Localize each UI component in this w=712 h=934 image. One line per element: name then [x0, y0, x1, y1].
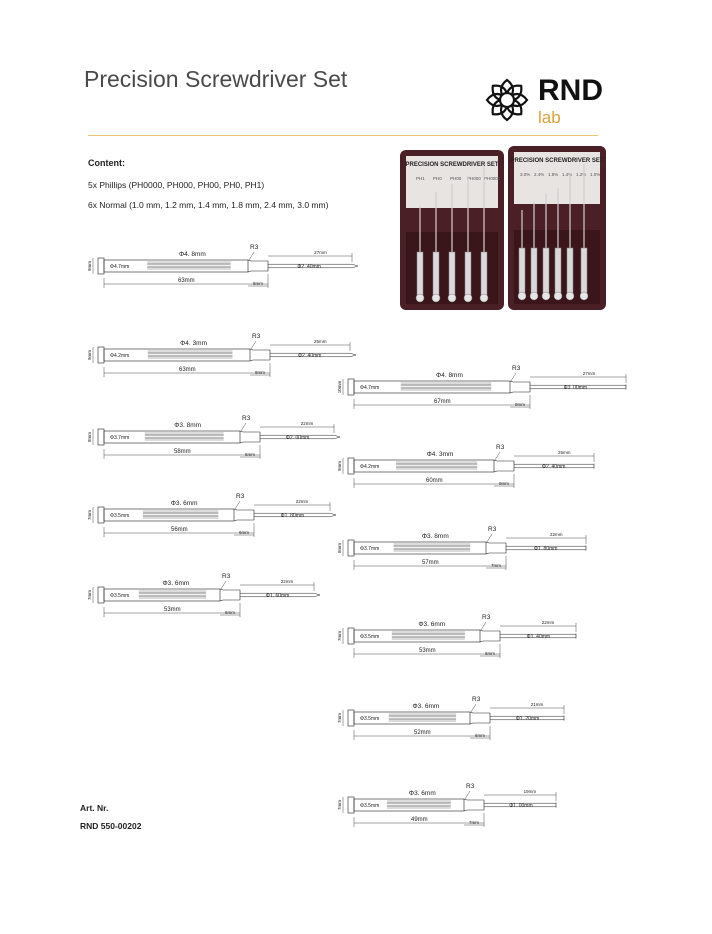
- head-height-label: 8mm: [87, 432, 92, 442]
- photo-screwdriver-cap: [554, 292, 562, 300]
- handle-diameter-label: Φ3. 8mm: [421, 533, 449, 540]
- head-height-label: 7mm: [337, 631, 342, 641]
- grip-diameter-label: Φ4.7mm: [110, 264, 130, 270]
- screwdriver-drawing: [337, 365, 626, 409]
- neck-length-label: 8mm: [253, 281, 263, 286]
- photo-left-label: PRECISION SCREWDRIVER SET: [405, 162, 499, 168]
- head-height-label: 7mm: [87, 510, 92, 520]
- photo-right-label: PRECISION SCREWDRIVER SET: [510, 158, 604, 164]
- drawing-collar: [240, 431, 260, 443]
- photo-screwdriver-handle: [567, 248, 573, 294]
- photo-size-label: 1.2%: [576, 172, 587, 177]
- neck-length-label: 7mm: [469, 820, 479, 825]
- screwdriver-drawing: [87, 244, 358, 288]
- grip-diameter-label: Φ3.5mm: [110, 593, 130, 599]
- drawing-handle: [354, 460, 494, 472]
- grip-diameter-label: Φ3.7mm: [360, 546, 380, 552]
- tip-diameter-label: Φ3. 00mm: [563, 385, 588, 392]
- tip-diameter-label: Φ1. 20mm: [515, 716, 540, 723]
- photo-screwdriver-handle: [555, 248, 561, 294]
- photo-screwdriver-cap: [518, 292, 526, 300]
- photo-screwdriver-handle: [481, 252, 487, 296]
- radius-label: R3: [222, 573, 231, 580]
- drawing-handle: [104, 589, 220, 601]
- photo-screwdriver-handle: [449, 252, 455, 296]
- radius-label: R3: [466, 783, 475, 790]
- photo-screwdriver-handle: [543, 248, 549, 294]
- leader-line: [471, 704, 476, 712]
- photo-size-label: PH00: [450, 176, 462, 181]
- overall-length-label: 57mm: [422, 560, 439, 566]
- drawing-collar: [250, 349, 270, 361]
- photo-screwdriver-cap: [464, 294, 472, 302]
- neck-length-label: 6mm: [245, 452, 255, 457]
- tip-length-label: 19mm: [523, 789, 537, 794]
- overall-length-label: 60mm: [426, 478, 443, 484]
- overall-length-label: 67mm: [434, 399, 451, 405]
- head-height-label: 10mm: [337, 380, 342, 394]
- phillips-tip: [334, 435, 340, 439]
- radius-label: R3: [250, 244, 259, 251]
- photo-size-label: 1.0%: [590, 172, 601, 177]
- grip-diameter-label: Φ3.7mm: [110, 435, 130, 441]
- drawing-collar: [248, 260, 268, 272]
- drawing-collar: [220, 589, 240, 601]
- tip-length-label: 25mm: [558, 450, 571, 455]
- radius-label: R3: [472, 696, 481, 703]
- tip-length-label: 21mm: [530, 702, 544, 707]
- neck-length-label: 7mm: [491, 563, 501, 568]
- photo-size-label: 3.0%: [520, 172, 531, 177]
- screwdriver-drawing: [87, 573, 320, 617]
- photo-screwdriver-handle: [581, 248, 587, 294]
- drawing-collar: [486, 542, 506, 554]
- product-photo: [398, 144, 608, 314]
- photo-size-label: PH0: [433, 176, 442, 181]
- photo-screwdriver-cap: [480, 294, 488, 302]
- drawing-head: [98, 429, 104, 445]
- handle-diameter-label: Φ4. 3mm: [180, 340, 207, 347]
- leader-line: [249, 252, 254, 260]
- leader-line: [221, 581, 226, 589]
- leader-line: [511, 373, 516, 381]
- radius-label: R3: [242, 415, 251, 422]
- photo-screwdriver-cap: [432, 294, 440, 302]
- overall-length-label: 49mm: [411, 817, 428, 823]
- photo-screwdriver-cap: [530, 292, 538, 300]
- overall-length-label: 63mm: [178, 278, 195, 284]
- drawing-handle: [354, 799, 464, 811]
- overall-length-label: 53mm: [419, 648, 436, 654]
- grip-diameter-label: Φ4.7mm: [360, 385, 380, 391]
- phillips-tip: [352, 264, 358, 268]
- drawing-collar: [470, 712, 490, 724]
- photo-size-label: 1.4%: [562, 172, 573, 177]
- photo-screwdriver-handle: [417, 252, 423, 296]
- neck-length-label: 6mm: [475, 733, 485, 738]
- photo-screwdriver-cap: [580, 292, 588, 300]
- tip-diameter-label: Φ2. 40mm: [297, 264, 321, 271]
- leader-line: [465, 791, 470, 799]
- phillips-tip: [314, 593, 320, 597]
- screwdriver-drawing: [87, 415, 340, 459]
- screwdriver-drawing: [337, 526, 586, 570]
- overall-length-label: 63mm: [179, 367, 196, 373]
- radius-label: R3: [482, 614, 491, 621]
- overall-length-label: 58mm: [174, 449, 191, 455]
- drawing-handle: [354, 381, 510, 393]
- neck-length-label: 8mm: [255, 370, 265, 375]
- photo-size-label: PH1: [416, 176, 425, 181]
- tip-diameter-label: Φ1. 80mm: [534, 546, 558, 553]
- tip-length-label: 22mm: [280, 579, 294, 584]
- tip-diameter-label: Φ1. 40mm: [526, 634, 551, 641]
- drawing-collar: [494, 460, 514, 472]
- photo-screwdriver-handle: [519, 248, 525, 294]
- head-height-label: 7mm: [87, 590, 92, 600]
- content-normal-line: 6x Normal (1.0 mm, 1.2 mm, 1.4 mm, 1.8 mm, 2.4 mm, 3.0 mm): [88, 200, 329, 210]
- drawing-collar: [464, 799, 484, 811]
- phillips-tip: [350, 353, 356, 357]
- photo-screwdriver-handle: [433, 252, 439, 296]
- photo-size-label: 2.4%: [534, 172, 545, 177]
- tip-diameter-label: Φ2. 40mm: [298, 353, 322, 360]
- radius-label: R3: [512, 365, 521, 372]
- head-height-label: 8mm: [337, 543, 342, 553]
- leader-line: [481, 622, 486, 630]
- tip-length-label: 27mm: [314, 250, 327, 255]
- article-number-label: Art. Nr.: [80, 803, 109, 813]
- overall-length-label: 53mm: [164, 607, 181, 613]
- handle-diameter-label: Φ3. 6mm: [408, 790, 436, 797]
- photo-screwdriver-handle: [465, 252, 471, 296]
- handle-diameter-label: Φ3. 6mm: [162, 580, 190, 587]
- drawing-collar: [480, 630, 500, 642]
- tip-length-label: 22mm: [295, 499, 309, 504]
- drawing-head: [98, 507, 104, 523]
- neck-length-label: 6mm: [225, 610, 235, 615]
- grip-diameter-label: Φ3.5mm: [360, 803, 380, 809]
- leader-line: [495, 452, 500, 460]
- drawing-handle: [104, 260, 248, 272]
- screwdriver-drawing: [87, 493, 336, 537]
- radius-label: R3: [488, 526, 497, 533]
- drawing-head: [98, 587, 104, 603]
- tip-length-label: 27mm: [582, 371, 596, 376]
- leader-line: [241, 423, 246, 431]
- tip-diameter-label: Φ2. 40mm: [542, 464, 566, 471]
- handle-diameter-label: Φ3. 6mm: [412, 703, 440, 710]
- drawing-head: [348, 458, 354, 474]
- radius-label: R3: [252, 333, 261, 340]
- neck-length-label: 9mm: [499, 481, 509, 486]
- drawing-handle: [354, 712, 470, 724]
- handle-diameter-label: Φ3. 6mm: [170, 500, 198, 507]
- photo-size-label: PH000: [467, 176, 481, 181]
- drawing-handle: [354, 542, 486, 554]
- grip-diameter-label: Φ3.5mm: [110, 513, 130, 519]
- drawing-head: [348, 379, 354, 395]
- screwdriver-drawing: [337, 444, 594, 488]
- drawing-handle: [104, 509, 234, 521]
- tip-length-label: 22mm: [550, 532, 563, 537]
- tip-length-label: 22mm: [300, 421, 314, 426]
- handle-diameter-label: Φ3. 6mm: [418, 621, 446, 628]
- drawing-handle: [104, 349, 250, 361]
- drawing-handle: [354, 630, 480, 642]
- head-height-label: 9mm: [87, 261, 92, 271]
- drawing-collar: [234, 509, 254, 521]
- neck-length-label: 6mm: [239, 530, 249, 535]
- screwdriver-drawing: [337, 614, 576, 658]
- leader-line: [235, 501, 240, 509]
- head-height-label: 7mm: [337, 713, 342, 723]
- logo-subtext: lab: [538, 108, 561, 127]
- radius-label: R3: [236, 493, 245, 500]
- handle-diameter-label: Φ4. 8mm: [178, 251, 206, 258]
- head-height-label: 7mm: [337, 800, 342, 810]
- photo-size-label: PH0000: [484, 176, 501, 181]
- grip-diameter-label: Φ4.2mm: [360, 464, 380, 470]
- tip-diameter-label: Φ1. 60mm: [265, 593, 290, 600]
- photo-size-label: 1.8%: [548, 172, 559, 177]
- photo-screwdriver-cap: [542, 292, 550, 300]
- tip-length-label: 25mm: [314, 339, 327, 344]
- photo-screwdriver-cap: [566, 292, 574, 300]
- leader-line: [251, 341, 256, 349]
- header-divider: [88, 135, 598, 136]
- drawing-handle: [104, 431, 240, 443]
- tip-diameter-label: Φ1. 00mm: [509, 803, 533, 810]
- drawing-head: [98, 347, 104, 363]
- photo-screwdriver-cap: [416, 294, 424, 302]
- grip-diameter-label: Φ4.2mm: [110, 353, 130, 359]
- photo-screwdriver-handle: [531, 248, 537, 294]
- neck-length-label: 6mm: [485, 651, 495, 656]
- radius-label: R3: [496, 444, 505, 451]
- drawing-head: [98, 258, 104, 274]
- handle-diameter-label: Φ4. 8mm: [436, 372, 463, 379]
- head-height-label: 9mm: [87, 350, 92, 360]
- photo-screwdriver-cap: [448, 294, 456, 302]
- drawing-head: [348, 797, 354, 813]
- content-phillips-line: 5x Phillips (PH0000, PH000, PH00, PH0, PH1): [88, 180, 265, 190]
- phillips-tip: [330, 513, 336, 517]
- overall-length-label: 56mm: [171, 527, 188, 533]
- tip-length-label: 22mm: [541, 620, 555, 625]
- leader-line: [487, 534, 492, 542]
- grip-diameter-label: Φ3.5mm: [360, 716, 380, 722]
- article-number: RND 550-00202: [80, 821, 142, 831]
- grip-diameter-label: Φ3.5mm: [360, 634, 380, 640]
- screwdriver-drawing: [87, 333, 356, 377]
- handle-diameter-label: Φ4. 3mm: [426, 451, 454, 458]
- page-title: Precision Screwdriver Set: [84, 66, 348, 92]
- drawing-head: [348, 628, 354, 644]
- drawing-head: [348, 710, 354, 726]
- logo-wordmark: RND: [538, 74, 603, 107]
- neck-length-label: 9mm: [515, 402, 525, 407]
- tip-diameter-label: Φ1. 80mm: [280, 513, 305, 520]
- screwdriver-drawing: [337, 696, 564, 740]
- head-height-label: 9mm: [337, 461, 342, 471]
- tip-diameter-label: Φ2. 00mm: [285, 435, 310, 442]
- content-heading: Content:: [88, 158, 125, 168]
- overall-length-label: 52mm: [414, 730, 431, 736]
- drawing-head: [348, 540, 354, 556]
- screwdriver-drawing: [337, 783, 556, 827]
- drawing-collar: [510, 381, 530, 393]
- handle-diameter-label: Φ3. 8mm: [174, 422, 202, 429]
